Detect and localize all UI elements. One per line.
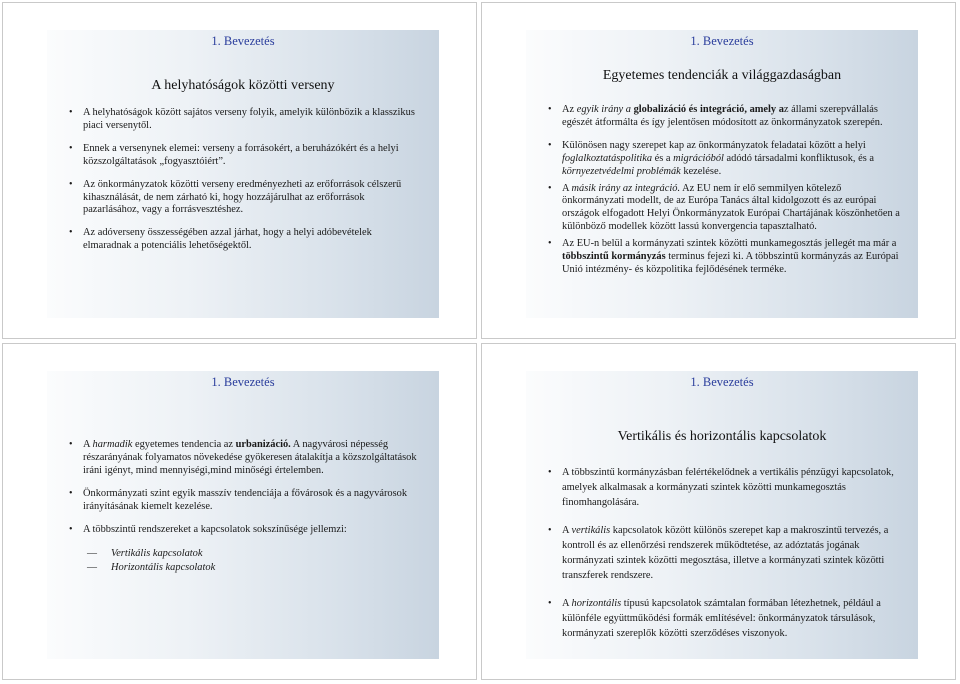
bullet-list — [548, 465, 900, 651]
bullet-item: • A vertikális kapcsolatok között különös szerepet kap a makroszintű tervezés, a kontroll és az ellenőrzési rendszerek működtetése, az adóztatás jogának kormányzati szintek közötti megosztása, illetve a kormányzati szintek közötti transzferek rendszere. — [548, 523, 900, 583]
bullet-item: • A horizontális típusú kapcsolatok számtalan formában létezhetnek, például a különféle együttműködési formák említésével: önkormányzatok társulások, kormányzati szereplők közötti szerződéses viszonyok. — [548, 596, 900, 641]
section-header: 1. Bevezetés — [211, 34, 275, 48]
page-3 — [2, 343, 477, 680]
bullet-list — [548, 104, 900, 287]
slide-title: Egyetemes tendenciák a világgazdaságban — [602, 68, 842, 83]
bullet-item: • Az egyik irány a globalizáció és integráció, amely az állami szerepvállalás egészét átformálta és így jelentősen módosított az önkormányzatok szerepén. — [548, 104, 900, 130]
bullet-item: • A harmadik egyetemes tendencia az urbanizáció. A nagyvárosi népesség részarányának folyamatos növekedése gyökeresen átalakítja a közszolgáltatások iráni igényt, mind mennyiségi,mind minőségi értelemben. — [69, 439, 421, 478]
page-1 — [2, 2, 477, 339]
sub-item: — Horizontális kapcsolatok — [87, 562, 421, 575]
slide-title: A helyhatóságok közötti verseny — [151, 78, 335, 93]
section-header: 1. Bevezetés — [690, 34, 754, 48]
slide-3 — [47, 371, 439, 659]
bullet-item: • Az önkormányzatok közötti verseny eredményezheti az erőforrások célszerű kihasználását, de nem zárható ki, hogy hozzájárulhat az erőforrások pazarlásához, vagy a forrásvesztéshez. — [69, 179, 421, 218]
section-header: 1. Bevezetés — [690, 375, 754, 389]
bullet-item: • Ennek a versenynek elemei: verseny a forrásokért, a beruházókért és a helyi közszolgáltatások „fogyasztóiért”. — [69, 143, 421, 169]
slide-1 — [47, 30, 439, 318]
bullet-item: • A többszintű kormányzásban felértékelődnek a vertikális pénzügyi kapcsolatok, amelyek alkalmasak a kormányzati szintek közötti munkamegosztás finomhangolására. — [548, 465, 900, 510]
bullet-item: • A helyhatóságok között sajátos verseny folyik, amelyik különbözik a klasszikus piaci versenytől. — [69, 107, 421, 133]
bullet-item: • Önkormányzati szint egyik masszív tendenciája a fővárosok és a nagyvárosok irányításának kiemelt kezelése. — [69, 488, 421, 514]
bullet-list — [69, 107, 421, 263]
page-4 — [481, 343, 956, 680]
sub-item: — Vertikális kapcsolatok — [87, 548, 421, 561]
slide-2 — [526, 30, 918, 318]
bullet-item: • A többszintű rendszereket a kapcsolatok sokszínűsége jellemzi: — Vertikális kapcsolatok — Horizontális kapcsolatok — [69, 524, 421, 576]
bullet-item: • Az adóverseny összességében azzal járhat, hogy a helyi adóbevételek elmaradnak a potenciális lehetőségektől. — [69, 227, 421, 253]
bullet-item: • A másik irány az integráció. Az EU nem ír elő semmilyen kötelező önkormányzati modellt, de az Európa Tanács által kidolgozott és az európai országok elfogadott Helyi Önkormányzatok Európai Chartájának köszönhetően a különböző modellek között lassú konvergencia tapasztalható. — [548, 183, 900, 235]
slide-4 — [526, 371, 918, 659]
page-2 — [481, 2, 956, 339]
bullet-item: • Az EU-n belül a kormányzati szintek közötti munkamegosztás jellegét ma már a többszintű kormányzás terminus fejezi ki. A többszintű kormányzás az Európai Unió intézmény- és közpolitika fejlődésének terméke. — [548, 238, 900, 277]
bullet-item: • Különösen nagy szerepet kap az önkormányzatok feladatai között a helyi foglalkoztatáspolitika és a migrációból adódó társadalmi konfliktusok, és a környezetvédelmi problémák kezelése. — [548, 140, 900, 179]
sub-list — [87, 548, 421, 575]
slide-title: Vertikális és horizontális kapcsolatok — [617, 429, 827, 444]
bullet-list — [69, 439, 421, 585]
section-header: 1. Bevezetés — [211, 375, 275, 389]
